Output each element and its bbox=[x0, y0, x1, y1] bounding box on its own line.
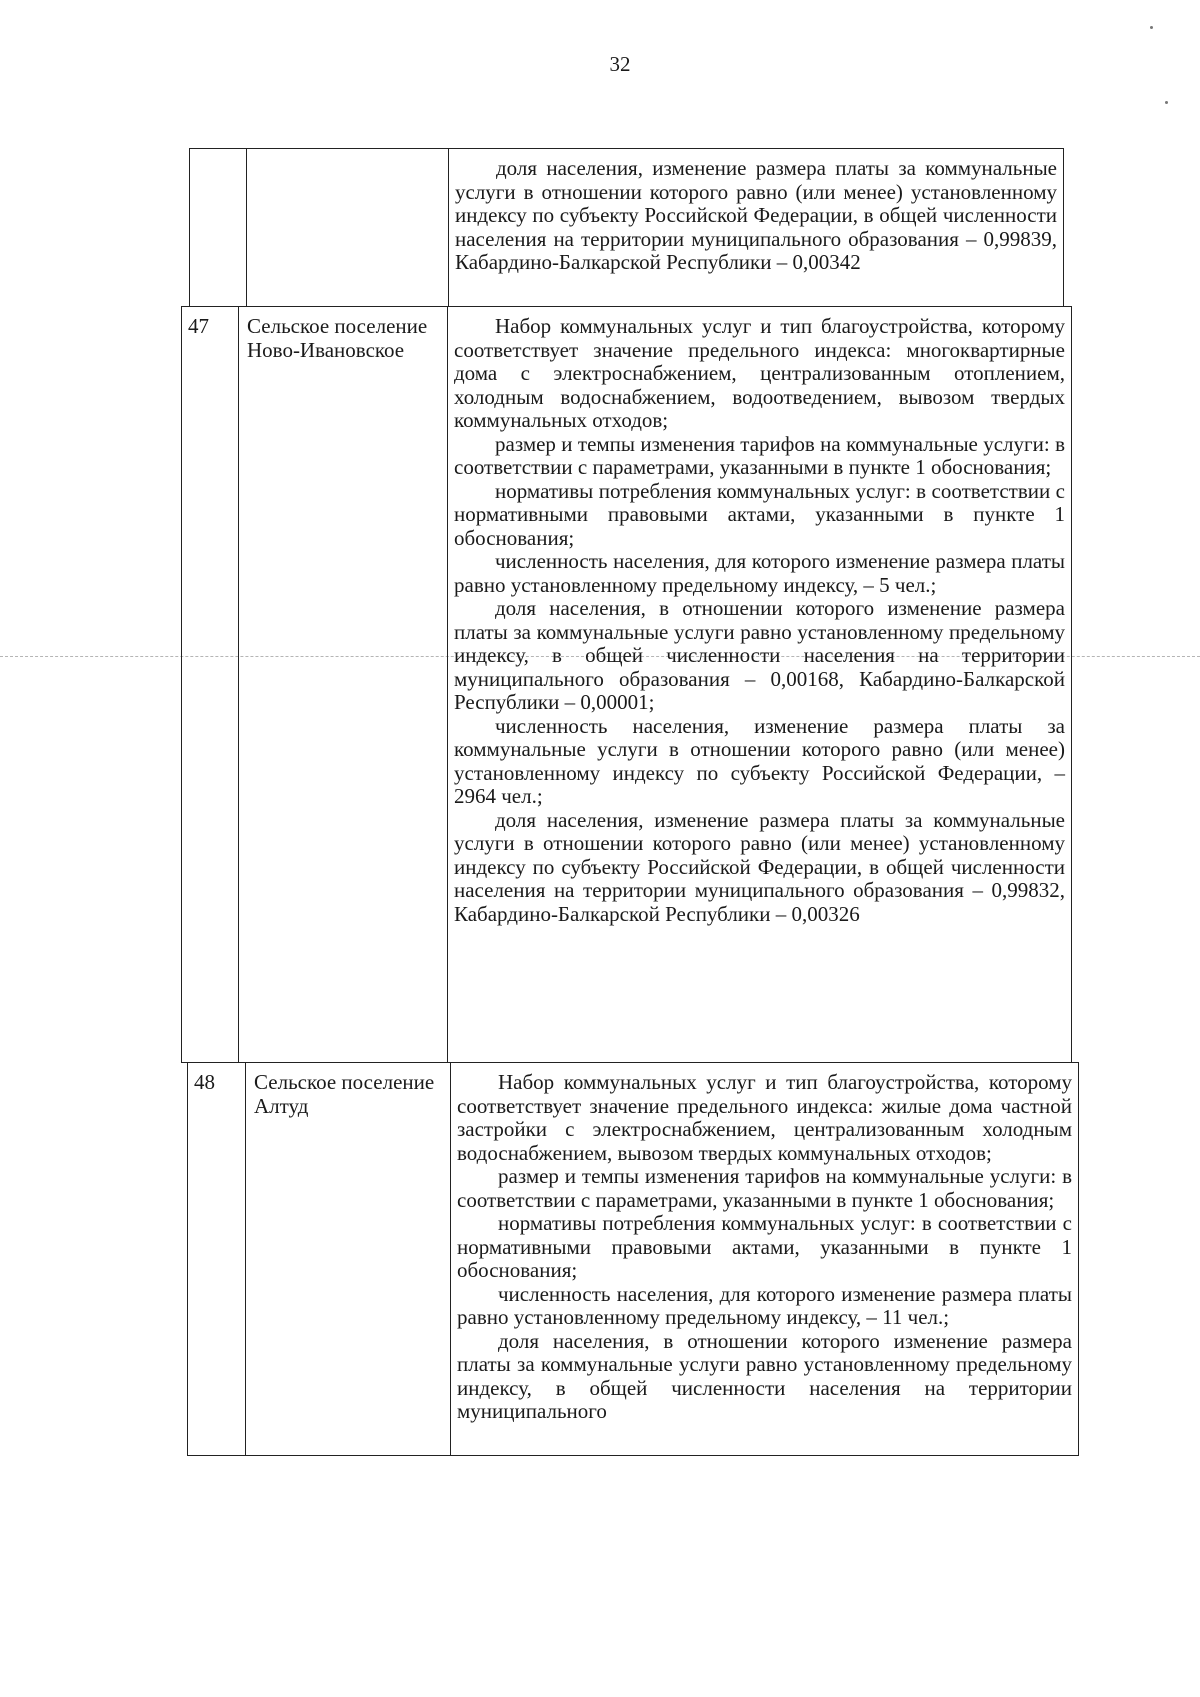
description-paragraph: нормативы потребления коммунальных услуг: в соответствии с нормативными правовыми актами, указанными в пункте 1 обоснования; bbox=[457, 1211, 1072, 1282]
page-number: 32 bbox=[609, 52, 631, 76]
description-paragraph: доля населения, изменение размера платы за коммунальные услуги в отношении которого равно (или менее) установленному индексу по субъекту Российской Федерации, в общей численности населения на территории муниципального образования – 0,99832, Кабардино-Балкарской Республики – 0,00326 bbox=[454, 807, 1065, 926]
table-continuation bbox=[189, 148, 1064, 307]
description-cell bbox=[448, 307, 1072, 1063]
settlement-name-cell bbox=[239, 307, 448, 1063]
description-paragraph: Набор коммунальных услуг и тип благоустройства, которому соответствует значение предельного индекса: жилые дома частной застройки с электроснабжением, централизованным холодным водоснабжением, вывозом твердых коммунальных отходов; bbox=[457, 1070, 1072, 1165]
description-paragraph: численность населения, изменение размера платы за коммунальные услуги в отношении которого равно (или менее) установленному индексу по субъекту Российской Федерации, – 2964 чел.; bbox=[454, 713, 1065, 808]
settlement-name-cell bbox=[246, 1063, 451, 1456]
description-paragraph: численность населения, для которого изменение размера платы равно установленному предельному индексу, – 11 чел.; bbox=[457, 1281, 1072, 1329]
description-paragraph: размер и темпы изменения тарифов на коммунальные услуги: в соответствии с параметрами, указанными в пункте 1 обоснования; bbox=[454, 431, 1065, 479]
settlement-name-cell bbox=[247, 149, 449, 307]
description-paragraph: размер и темпы изменения тарифов на коммунальные услуги: в соответствии с параметрами, указанными в пункте 1 обоснования; bbox=[457, 1164, 1072, 1212]
description-cell bbox=[449, 149, 1064, 307]
description-paragraph: доля населения, в отношении которого изменение размера платы за коммунальные услуги равно установленному предельному индексу, в общей численности населения на территории муниципального образования – 0,00168, Кабардино-Балкарской Республики – 0,00001; bbox=[454, 596, 1065, 714]
description-paragraph: численность населения, для которого изменение размера платы равно установленному предельному индексу, – 5 чел.; bbox=[454, 549, 1065, 597]
table-row bbox=[188, 1063, 1079, 1456]
description-paragraph: нормативы потребления коммунальных услуг: в соответствии с нормативными правовыми актами, указанными в пункте 1 обоснования; bbox=[454, 478, 1065, 550]
description-paragraph: Набор коммунальных услуг и тип благоустройства, которому соответствует значение предельного индекса: многоквартирные дома с электроснабжением, централизованным отоплением, холодным водоснабжением, водоотведением, вывозом твердых коммунальных отходов; bbox=[454, 314, 1065, 432]
scan-speck bbox=[1165, 101, 1168, 104]
table-row bbox=[190, 149, 1064, 307]
settlement-name: Сельское поселение Алтуд bbox=[254, 1070, 435, 1118]
table-row-47-block bbox=[181, 306, 1072, 1063]
row-number: 48 bbox=[194, 1070, 215, 1094]
description-paragraphs bbox=[454, 315, 1065, 926]
row-number-cell bbox=[188, 1063, 246, 1456]
table-row bbox=[182, 307, 1072, 1063]
row-number-cell bbox=[182, 307, 239, 1063]
table-row-48-block bbox=[187, 1062, 1079, 1456]
settlement-name: Сельское поселение Ново-Ивановское bbox=[247, 314, 428, 362]
description-paragraphs bbox=[455, 157, 1057, 275]
row-number-cell bbox=[190, 149, 247, 307]
row-number: 47 bbox=[188, 314, 209, 338]
description-cell bbox=[451, 1063, 1079, 1456]
description-paragraph: доля населения, в отношении которого изменение размера платы за коммунальные услуги равно установленному предельному индексу, в общей численности населения на территории муниципального bbox=[457, 1328, 1072, 1423]
description-paragraphs bbox=[457, 1071, 1072, 1424]
description-paragraph: доля населения, изменение размера платы за коммунальные услуги в отношении которого равно (или менее) установленному индексу по субъекту Российской Федерации, в общей численности населения на территории муниципального образования – 0,99839, Кабардино-Балкарской Республики – 0,00342 bbox=[455, 156, 1057, 274]
scan-speck bbox=[1150, 26, 1153, 29]
